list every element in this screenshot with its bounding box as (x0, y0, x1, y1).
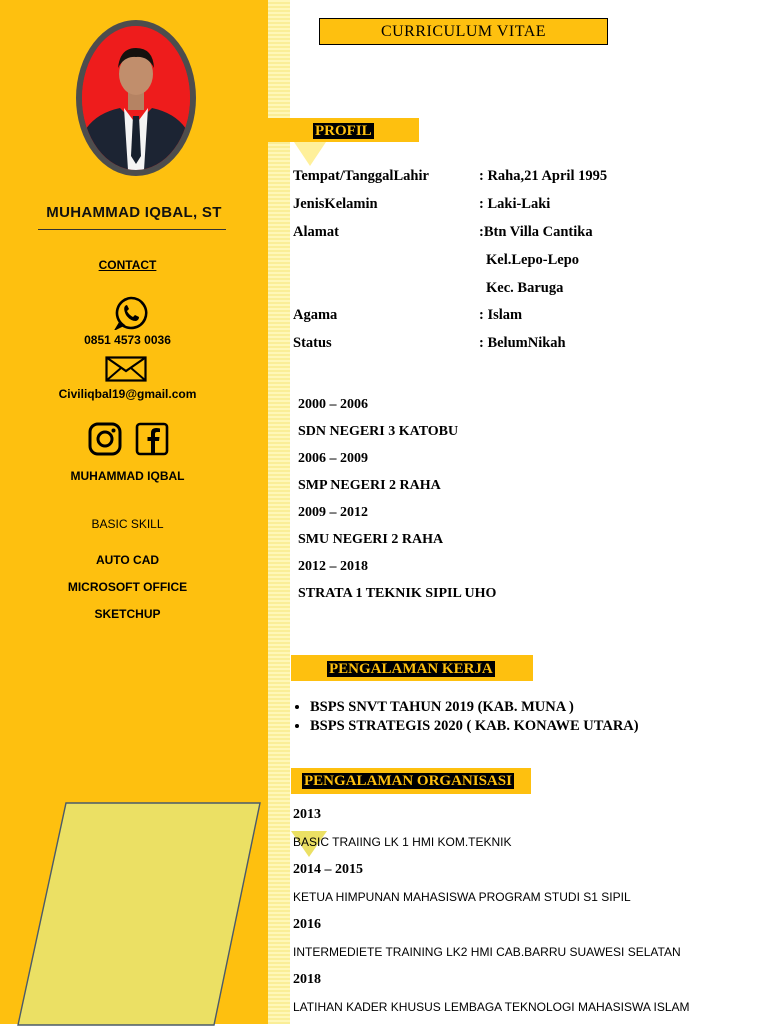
profile-label: Agama (293, 307, 338, 323)
email-icon (105, 356, 147, 387)
organization-desc: BASIC TRAIING LK 1 HMI KOM.TEKNIK (293, 835, 512, 849)
page-title: CURRICULUM VITAE (319, 18, 608, 45)
skill-item: SKETCHUP (94, 607, 161, 621)
profile-label: Status (293, 335, 332, 351)
skills-heading: BASIC SKILL (91, 517, 164, 531)
profile-value: : BelumNikah (479, 335, 566, 351)
organization-desc: INTERMEDIETE TRAINING LK2 HMI CAB.BARRU SUAWESI SELATAN (293, 945, 681, 959)
organization-heading-label: PENGALAMAN ORGANISASI (304, 773, 512, 789)
organization-year: 2018 (293, 972, 321, 987)
profile-photo (82, 26, 190, 170)
facebook-icon (135, 422, 169, 461)
organization-year: 2016 (293, 917, 321, 932)
work-item: • BSPS STRATEGIS 2020 ( KAB. KONAWE UTARA) (310, 718, 639, 735)
profile-value: Kel.Lepo-Lepo (486, 252, 580, 268)
profil-pointer (294, 142, 326, 166)
phone-number: 0851 4573 0036 (84, 333, 171, 347)
profile-value: : Islam (479, 307, 523, 323)
decorative-parallelogram (16, 802, 262, 1026)
organization-desc: LATIHAN KADER KHUSUS LEMBAGA TEKNOLOGI MAHASISWA ISLAM (293, 1000, 690, 1014)
work-heading-label: PENGALAMAN KERJA (329, 661, 493, 677)
organization-heading (302, 772, 514, 790)
email-address: Civiliqbal19@gmail.com (58, 387, 197, 401)
education-item: 2000 – 2006 (298, 397, 368, 412)
sidebar-stripe (268, 0, 290, 1024)
work-heading (327, 660, 495, 678)
profile-label: Alamat (293, 224, 339, 240)
profile-value: : Raha,21 April 1995 (479, 168, 608, 184)
social-name: MUHAMMAD IQBAL (70, 469, 185, 483)
candidate-name: MUHAMMAD IQBAL, ST (46, 204, 222, 221)
work-list (292, 699, 639, 737)
skill-item: MICROSOFT OFFICE (67, 580, 188, 594)
profile-label: JenisKelamin (293, 196, 378, 212)
organization-desc: KETUA HIMPUNAN MAHASISWA PROGRAM STUDI S1 SIPIL (293, 890, 631, 904)
whatsapp-icon (114, 296, 148, 335)
education-item: 2006 – 2009 (298, 451, 368, 466)
organization-year: 2013 (293, 807, 321, 822)
education-item: SMP NEGERI 2 RAHA (298, 478, 441, 493)
profile-value: :Btn Villa Cantika (479, 224, 593, 240)
education-item: SMU NEGERI 2 RAHA (298, 532, 444, 547)
profile-value: Kec. Baruga (486, 280, 564, 296)
work-item: • BSPS SNVT TAHUN 2019 (KAB. MUNA ) (310, 699, 639, 716)
education-item: 2012 – 2018 (298, 559, 368, 574)
organization-year: 2014 – 2015 (293, 862, 363, 877)
name-underline (38, 229, 226, 230)
instagram-icon (88, 422, 122, 461)
skill-item: AUTO CAD (95, 553, 160, 567)
education-item: 2009 – 2012 (298, 505, 368, 520)
profil-heading-label: PROFIL (315, 123, 372, 139)
profil-heading (313, 122, 374, 140)
contact-heading: CONTACT (98, 258, 157, 272)
profile-value: : Laki-Laki (479, 196, 551, 212)
profile-label: Tempat/TanggalLahir (293, 168, 429, 184)
education-item: SDN NEGERI 3 KATOBU (298, 424, 459, 439)
education-item: STRATA 1 TEKNIK SIPIL UHO (298, 586, 497, 601)
